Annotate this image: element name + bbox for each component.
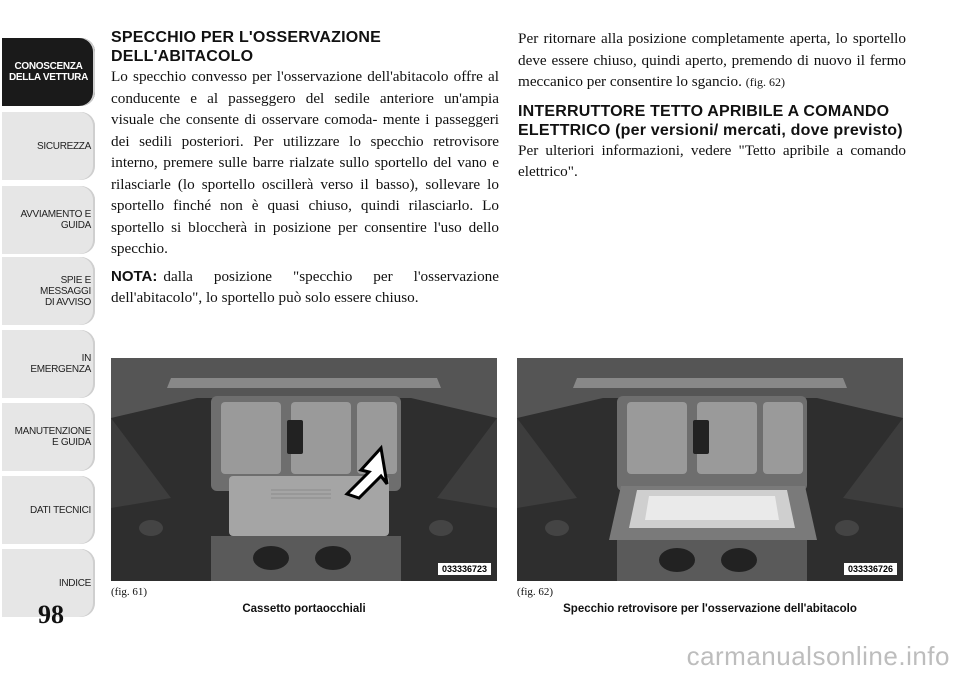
tab-spie-e-messaggi[interactable]: SPIE E MESSAGGI DI AVVISO bbox=[2, 257, 95, 325]
tab-avviamento-e-guida[interactable]: AVVIAMENTO E GUIDA bbox=[2, 186, 95, 254]
figure-61-code: 033336723 bbox=[438, 563, 491, 575]
tab-manutenzione-e-guida[interactable]: MANUTENZIONE E GUIDA bbox=[2, 403, 95, 471]
figure-62-code: 033336726 bbox=[844, 563, 897, 575]
overhead-console-closed-illustration bbox=[111, 358, 497, 581]
body-paragraph-specchio: Lo specchio convesso per l'osservazione dell'abitacolo offre al conducente e al passeggero del sedile anteriore un'ampia visuale che consente di osservare comoda- mente i passeggeri dei sedili posteriori. Per utilizzare lo specchio retrovisore interno, premere sulle barre rialzate sullo sportello del vano e rilasciarle (lo sportello oscillerà verso il basso), sollevare lo sportello finché non è quasi chiuso, quindi rilasciarlo. Lo sportello si bloccherà in posizione per consentire l'uso dello specchio. bbox=[111, 68, 499, 257]
figure-62-number: (fig. 62) bbox=[517, 586, 554, 598]
overhead-console-mirror-illustration bbox=[517, 358, 903, 581]
body-paragraph-tetto: Per ulteriori informazioni, vedere "Tetto apribile a comando elettrico". bbox=[518, 141, 906, 180]
body-return-text: Per ritornare alla posizione completamente aperta, lo sportello deve essere chiuso, quindi aperto, premendo di nuovo il fermo meccanico per consentire lo sgancio. bbox=[518, 30, 906, 90]
figure-61-image bbox=[111, 358, 497, 581]
left-column bbox=[111, 28, 499, 309]
section-heading-tetto: INTERRUTTORE TETTO APRIBILE A COMANDO ELETTRICO (per versioni/ mercati, dove previsto) bbox=[518, 102, 903, 139]
right-column bbox=[518, 28, 906, 183]
figure-61-caption: Cassetto portaocchiali bbox=[242, 603, 366, 615]
chapter-sidebar bbox=[0, 0, 98, 678]
note-label: NOTA: bbox=[111, 267, 158, 285]
section-heading-specchio: SPECCHIO PER L'OSSERVAZIONE DELL'ABITACOLO bbox=[111, 29, 381, 65]
tab-conoscenza-della-vettura[interactable]: CONOSCENZA DELLA VETTURA bbox=[2, 38, 95, 106]
note-paragraph bbox=[111, 266, 499, 309]
tab-indice[interactable]: INDICE bbox=[2, 549, 95, 617]
page-number: 98 bbox=[38, 600, 64, 629]
figure-62-image bbox=[517, 358, 903, 581]
body-paragraph-return bbox=[518, 28, 906, 94]
note-text: dalla posizione "specchio per l'osservazione dell'abitacolo", lo sportello può solo essere chiuso. bbox=[111, 267, 499, 306]
figure-61-number: (fig. 61) bbox=[111, 586, 148, 598]
tab-dati-tecnici[interactable]: DATI TECNICI bbox=[2, 476, 95, 544]
watermark: carmanualsonline.info bbox=[686, 641, 950, 671]
figure-62-caption: Specchio retrovisore per l'osservazione dell'abitacolo bbox=[563, 603, 857, 615]
figure-reference: (fig. 62) bbox=[745, 75, 786, 89]
tab-in-emergenza[interactable]: IN EMERGENZA bbox=[2, 330, 95, 398]
tab-sicurezza[interactable]: SICUREZZA bbox=[2, 112, 95, 180]
